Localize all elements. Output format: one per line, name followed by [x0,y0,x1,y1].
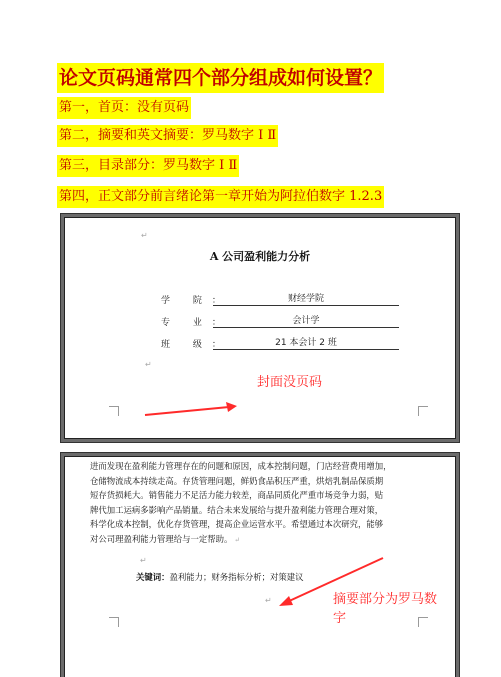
margin-corner-mark [418,617,428,627]
step-1: 第一，首页：没有页码 [57,97,191,119]
step-4: 第四，正文部分前言绪论第一章开始为阿拉伯数字 1.2.3 [57,186,384,208]
form-value: 会计学 [213,315,399,328]
form-value: 21 本会计 2 班 [213,337,399,350]
form-label: 班 级： [161,340,231,350]
abstract-line: 牌代加工运病多影响产品销量。结合未来发展给与提升盈利能力管理合理对策， [90,504,384,515]
abstract-line: 科学化成本控制，优化存货管理，提高企业运营水平。希望通过本次研究，能够 [90,519,384,529]
form-label: 专 业： [161,318,231,328]
paragraph-mark: ↵ [140,556,147,565]
form-value: 财经学院 [213,293,399,306]
keywords-text: 盈利能力；财务指标分析；对策建议 [169,572,304,582]
margin-corner-mark [109,406,119,416]
margin-corner-mark [418,406,428,416]
margin-corner-mark [109,617,119,627]
keywords-label: 关键词： [136,572,170,582]
step-2: 第二，摘要和英文摘要：罗马数字 Ⅰ Ⅱ [57,125,278,147]
paragraph-mark: ↵ [145,360,152,369]
abstract-line: 短存货损耗大。销售能力不足活力能力较差，商品同质化严重市场竞争力弱，贴 [90,490,384,500]
cover-annotation: 封面没页码 [257,375,323,390]
abstract-line: 对公司理盈利能力管理给与一定帮助。 ↵ [90,532,434,548]
step-3: 第三，目录部分：罗马数字 Ⅰ Ⅱ [57,155,239,177]
abstract-paragraph [90,459,434,547]
cover-arrow [141,401,251,431]
paragraph-mark: ↵ [265,596,272,605]
cover-page-panel [64,217,456,439]
headline: 论文页码通常四个部分组成如何设置？ [57,63,384,93]
abstract-line: 仓储物流成本持续走高。存货管理问题，鲜奶食品积压严重，烘焙乳制品保质期 [90,475,384,486]
form-label: 学 院： [161,296,231,306]
abstract-page-panel [64,456,456,677]
abstract-annotation: 摘要部分为罗马数字 [333,592,438,626]
cover-title: A 公司盈利能力分析 [209,250,311,263]
abstract-line: 进而发现在盈利能力管理存在的问题和原因，成本控制问题，门店经营费用增加， [90,461,392,471]
paragraph-mark: ↵ [141,231,148,240]
